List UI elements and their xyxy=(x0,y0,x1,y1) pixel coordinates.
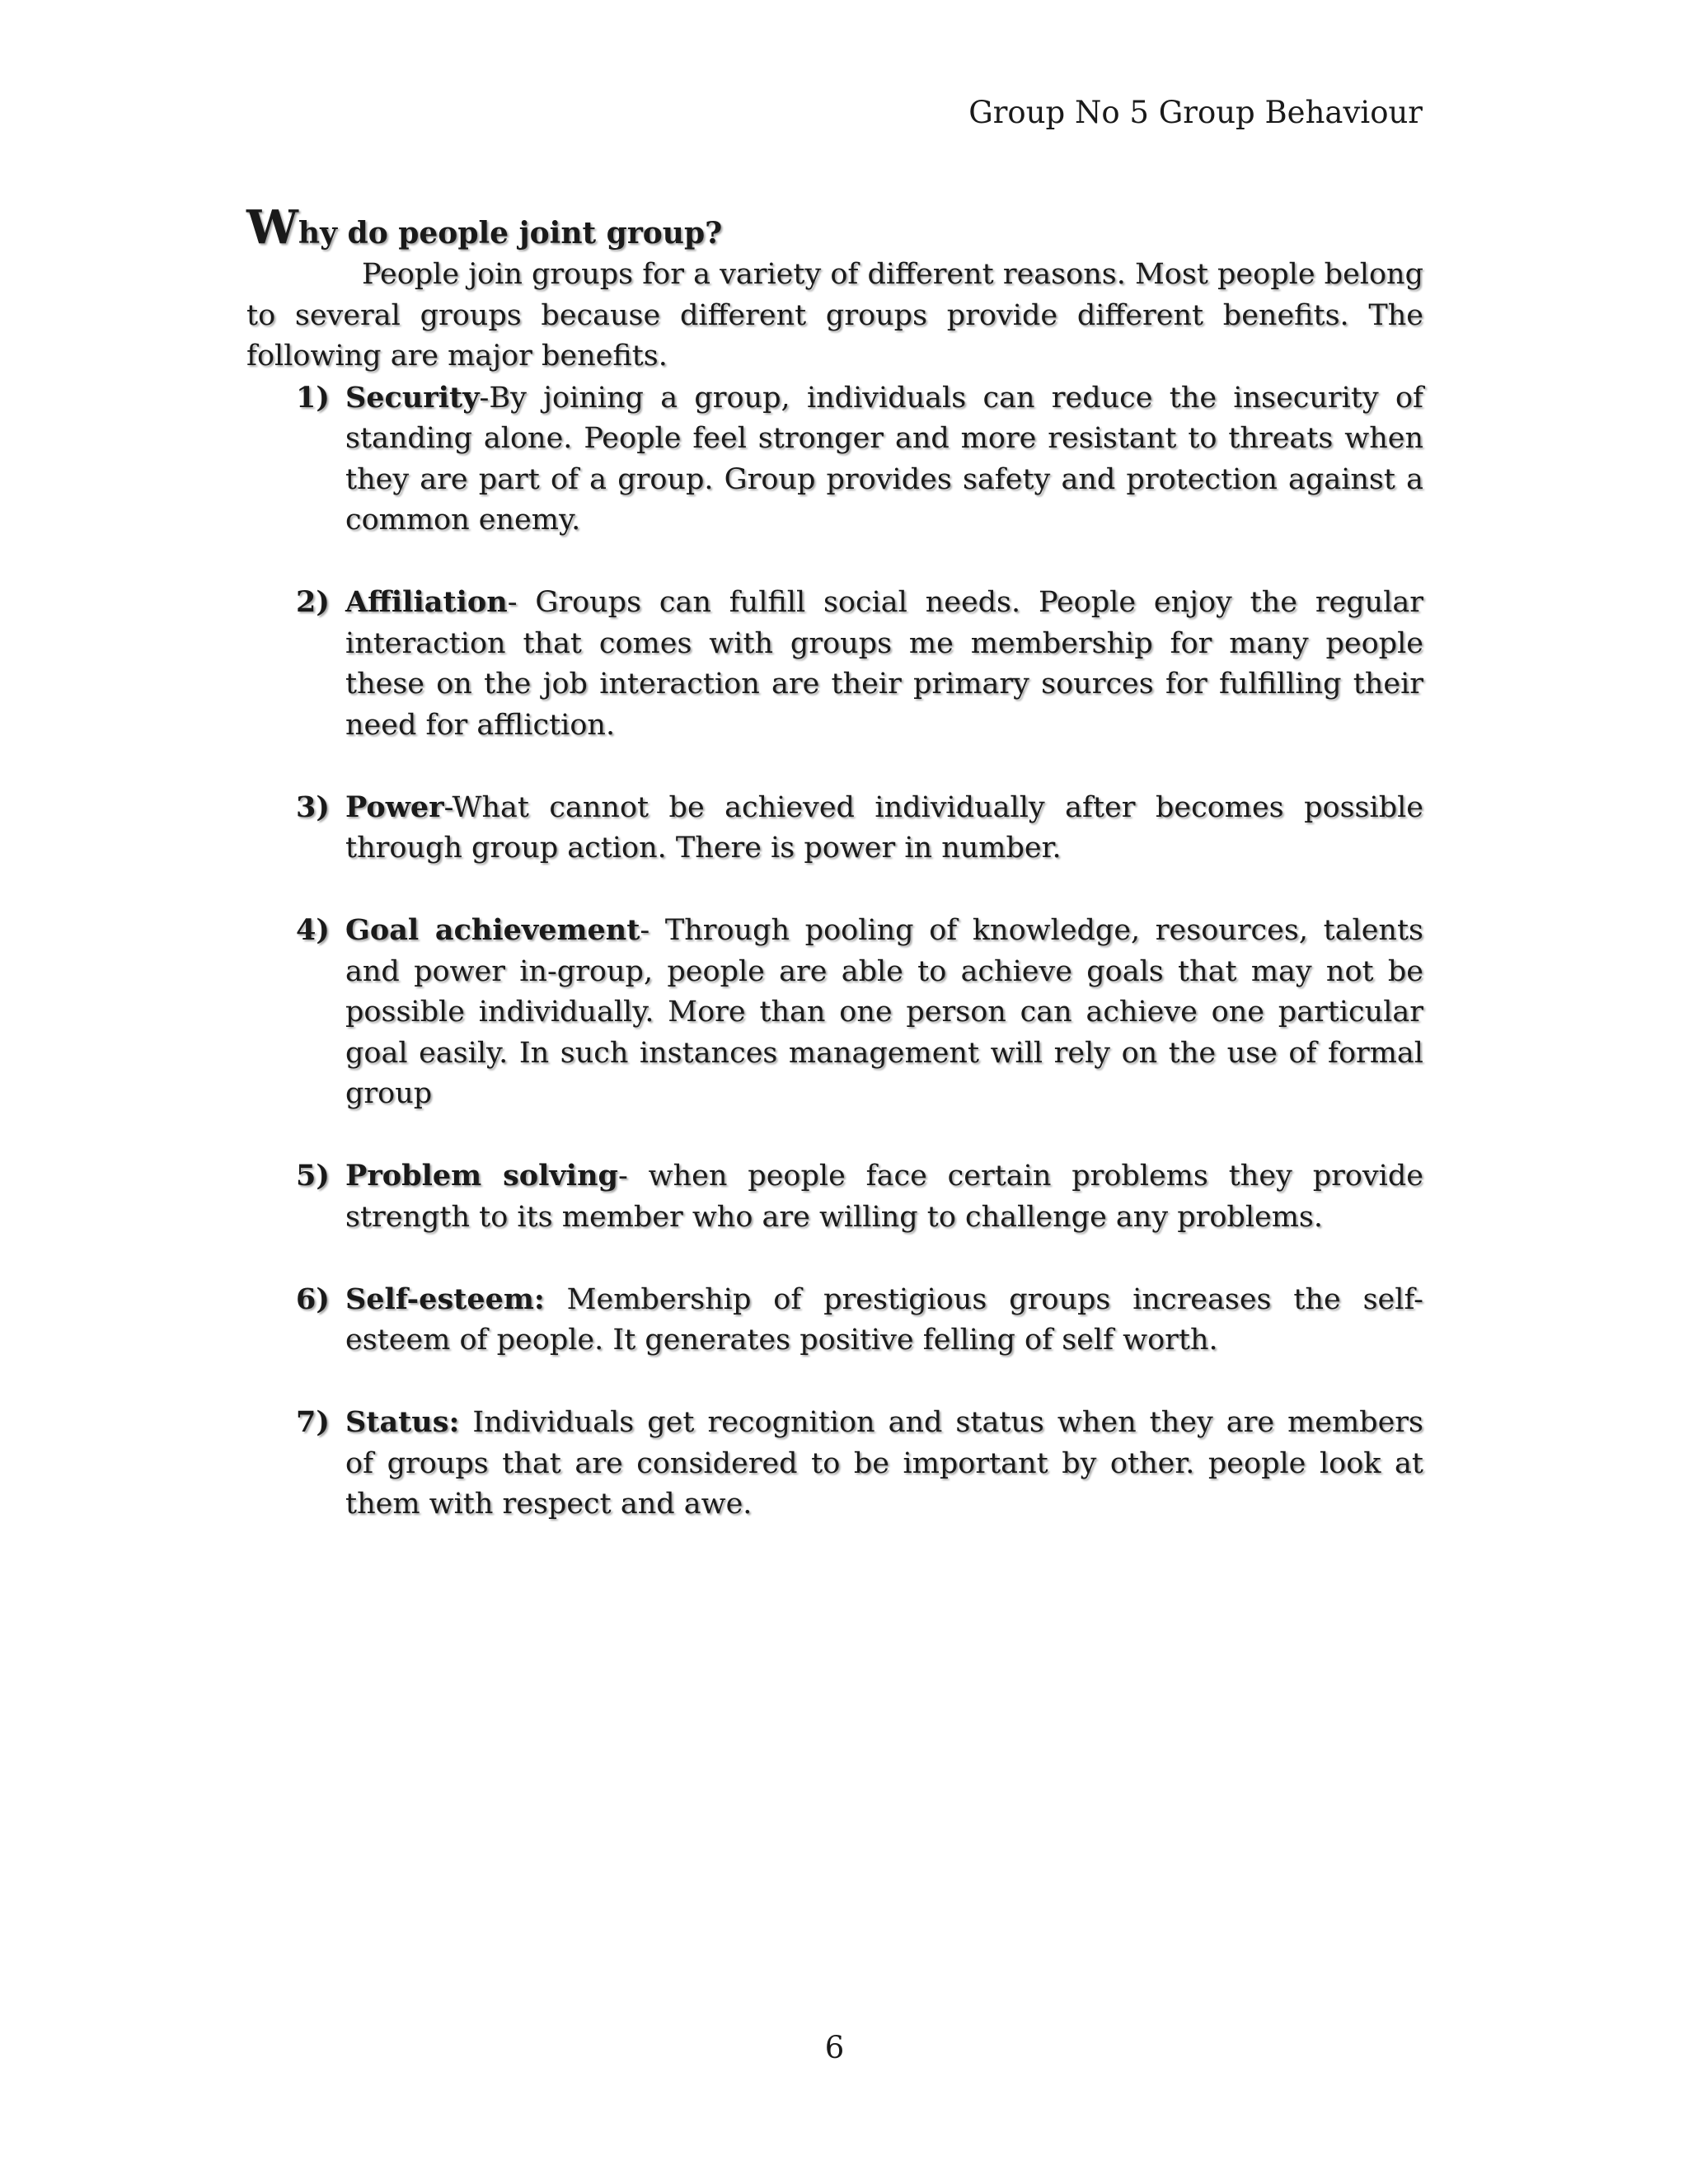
list-item xyxy=(296,377,1423,541)
item-text: - Groups can fulfill social needs. People enjoy the regular interaction that comes with groups me membership for many people these on the job interaction are their primary sources for fulfilling their need for affliction. xyxy=(345,586,1423,742)
list-item xyxy=(296,910,1423,1115)
item-number: 1) xyxy=(296,380,330,415)
item-term: Status: xyxy=(345,1405,460,1439)
item-number: 4) xyxy=(296,913,330,947)
item-text: - when people face certain problems they provide strength to its member who are willing to challenge any problems. xyxy=(345,1160,1423,1234)
item-term: Security xyxy=(345,380,480,415)
item-text: Membership of prestigious groups increases the self-esteem of people. It generates positive felling of self worth. xyxy=(345,1282,1423,1357)
page-number: 6 xyxy=(824,2030,845,2065)
item-text: Individuals get recognition and status when they are members of groups that are considered to be important by other. people look at them with respect and awe. xyxy=(345,1406,1423,1521)
list-item xyxy=(296,1402,1423,1526)
heading-text: hy do people joint group? xyxy=(298,216,723,251)
item-text: - Through pooling of knowledge, resources, talents and power in-group, people are able to achieve goals that may not be possible individually. More than one person can achieve one particular goal easily. In such instances management will rely on the use of formal group xyxy=(345,914,1423,1110)
heading-dropcap: W xyxy=(246,200,298,255)
item-text: -What cannot be achieved individually after becomes possible through group action. There is power in number. xyxy=(345,790,1423,865)
intro-paragraph: People join groups for a variety of different reasons. Most people belong to several groups because different groups provide different benefits. The following are major benefits. xyxy=(246,258,1423,373)
item-number: 5) xyxy=(296,1159,330,1193)
item-text: -By joining a group, individuals can reduce the insecurity of standing alone. People feel stronger and more resistant to threats when they are part of a group. Group provides safety and protection against a common enemy. xyxy=(345,381,1423,537)
item-number: 3) xyxy=(296,790,330,824)
item-term: Power xyxy=(345,790,444,824)
item-number: 2) xyxy=(296,585,330,619)
item-term: Affiliation xyxy=(345,585,508,619)
section-heading xyxy=(246,200,1423,255)
item-number: 7) xyxy=(296,1405,330,1439)
item-term: Goal achievement xyxy=(345,913,640,947)
item-number: 6) xyxy=(296,1282,330,1316)
list-item xyxy=(296,1155,1423,1238)
item-term: Problem solving xyxy=(345,1159,618,1193)
item-term: Self-esteem: xyxy=(345,1282,545,1316)
page-content xyxy=(246,200,1423,1566)
list-item xyxy=(296,787,1423,869)
list-item xyxy=(296,1279,1423,1361)
running-header: Group No 5 Group Behaviour xyxy=(968,95,1423,130)
list-item xyxy=(296,582,1423,746)
benefits-list xyxy=(246,377,1423,1526)
